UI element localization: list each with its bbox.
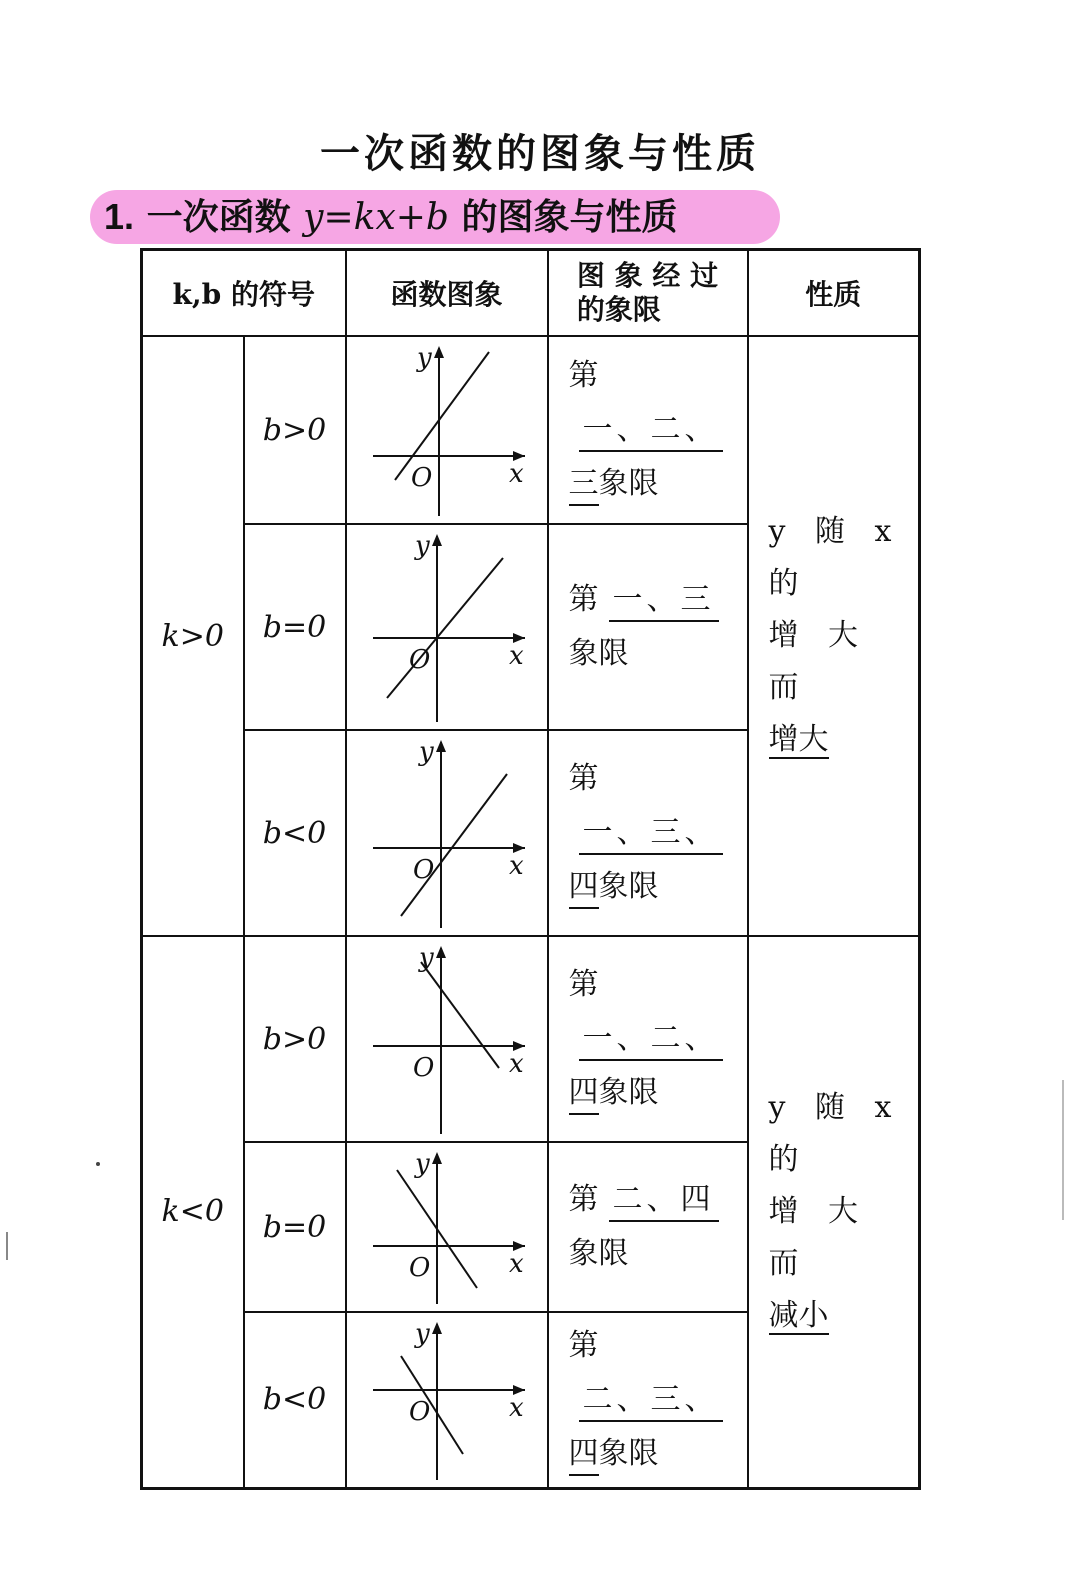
- y-axis-arrow: [436, 946, 446, 958]
- property-line1: y 随 x 的: [768, 1089, 902, 1177]
- table-header-row: [142, 250, 920, 337]
- y-axis-arrow: [436, 740, 446, 752]
- function-line: [395, 352, 489, 480]
- function-graph-1-0: [357, 940, 537, 1138]
- quadrant-suffix: 象限: [568, 1236, 629, 1271]
- function-line: [387, 558, 503, 698]
- b-sign-cell: b>0: [244, 936, 346, 1142]
- y-axis-label: y: [418, 737, 434, 767]
- header-sign: k,b 的符号: [142, 250, 346, 337]
- quadrant-prefix: 第: [568, 358, 599, 393]
- quadrant-answer: 二、三、: [579, 1380, 723, 1422]
- y-axis-label: y: [416, 343, 432, 373]
- origin-label: O: [408, 1396, 430, 1427]
- y-axis-label: y: [418, 943, 434, 973]
- graph-cell: [346, 336, 548, 524]
- quadrant-answer: 二、四: [609, 1180, 719, 1222]
- quadrant-prefix: 第: [568, 761, 599, 796]
- quadrant-suffix: 象限: [598, 1435, 659, 1471]
- quadrant-suffix: 象限: [568, 636, 629, 671]
- page-title: 一次函数的图象与性质: [320, 130, 760, 177]
- y-axis-arrow: [432, 1152, 442, 1164]
- graph-cell: [346, 1312, 548, 1488]
- graph-cell: [346, 936, 548, 1142]
- b-sign-cell: b=0: [244, 524, 346, 730]
- origin-label: O: [408, 645, 430, 675]
- y-axis-arrow: [432, 1322, 442, 1334]
- table-row: [142, 936, 920, 1142]
- quadrant-cell: [548, 524, 748, 730]
- graph-cell: [346, 1142, 548, 1312]
- function-line: [401, 774, 507, 916]
- function-graph-1-2: [357, 1316, 537, 1484]
- property-cell: [748, 936, 920, 1488]
- function-graph-0-0: [357, 340, 537, 520]
- property-cell: [748, 336, 920, 936]
- page-edge-mark: [6, 1232, 8, 1260]
- section-text-after: 的图象与性质: [461, 196, 678, 238]
- y-axis-label: y: [414, 531, 430, 561]
- quadrant-suffix: 象限: [598, 1075, 659, 1110]
- property-line2: 增 大 而: [768, 1193, 869, 1281]
- b-sign-cell: b<0: [244, 730, 346, 936]
- quadrant-suffix: 象限: [598, 869, 659, 904]
- x-axis-label: x: [508, 851, 524, 881]
- header-quadrant-line2: 的象限: [576, 293, 661, 326]
- property-answer: 减小: [768, 1297, 829, 1333]
- property-line2: 增 大 而: [768, 618, 869, 705]
- y-axis-label: y: [414, 1318, 430, 1349]
- origin-label: O: [410, 463, 432, 493]
- quadrant-cell: [548, 1312, 748, 1488]
- property-line1: y 随 x 的: [768, 514, 902, 601]
- properties-table: [140, 248, 921, 1490]
- b-sign-cell: b=0: [244, 1142, 346, 1312]
- header-property: 性质: [748, 250, 920, 337]
- section-number: 1.: [104, 196, 135, 237]
- y-axis-label: y: [414, 1149, 430, 1179]
- k-sign-cell: k>0: [142, 336, 244, 936]
- header-graph: 函数图象: [346, 250, 548, 337]
- quadrant-cell: [548, 936, 748, 1142]
- table-row: [142, 336, 920, 524]
- b-sign-cell: b<0: [244, 1312, 346, 1488]
- header-quadrant-line1: 图 象 经 过: [576, 259, 719, 292]
- section-heading: [104, 192, 678, 242]
- quadrant-answer: 一、二、: [579, 410, 723, 452]
- origin-label: O: [408, 1253, 430, 1283]
- quadrant-answer-cont: 三: [569, 464, 599, 506]
- quadrant-cell: [548, 336, 748, 524]
- b-sign-cell: b>0: [244, 336, 346, 524]
- page-edge-mark-right: [1062, 1080, 1064, 1220]
- x-axis-label: x: [508, 1249, 524, 1279]
- quadrant-answer: 一、二、: [579, 1019, 723, 1061]
- quadrant-answer: 一、三、: [579, 813, 723, 855]
- quadrant-answer-cont: 四: [569, 1073, 599, 1115]
- graph-cell: [346, 524, 548, 730]
- quadrant-cell: [548, 1142, 748, 1312]
- k-sign-cell: k<0: [142, 936, 244, 1488]
- quadrant-cell: [548, 730, 748, 936]
- x-axis-label: x: [508, 1049, 524, 1079]
- x-axis-label: x: [508, 1392, 524, 1423]
- quadrant-answer-cont: 四: [569, 867, 599, 909]
- function-graph-0-2: [357, 734, 537, 932]
- scan-speck: [96, 1162, 100, 1166]
- y-axis-arrow: [432, 534, 442, 546]
- y-axis-arrow: [434, 346, 444, 358]
- origin-label: O: [412, 855, 434, 885]
- section-text-before: 一次函数: [146, 196, 291, 238]
- quadrant-prefix: 第: [568, 967, 599, 1002]
- quadrant-prefix: 第: [568, 1182, 599, 1217]
- x-axis-label: x: [508, 641, 524, 671]
- section-formula: y=kx+b: [303, 197, 449, 238]
- header-quadrant: [548, 250, 748, 337]
- quadrant-prefix: 第: [568, 1327, 599, 1363]
- graph-cell: [346, 730, 548, 936]
- quadrant-suffix: 象限: [598, 466, 659, 501]
- x-axis-label: x: [508, 459, 524, 489]
- function-graph-1-1: [357, 1146, 537, 1308]
- property-answer: 增大: [768, 722, 829, 757]
- function-graph-0-1: [357, 528, 537, 726]
- quadrant-prefix: 第: [568, 582, 599, 617]
- quadrant-answer-cont: 四: [569, 1434, 599, 1476]
- origin-label: O: [412, 1053, 434, 1083]
- quadrant-answer: 一、三: [609, 580, 719, 622]
